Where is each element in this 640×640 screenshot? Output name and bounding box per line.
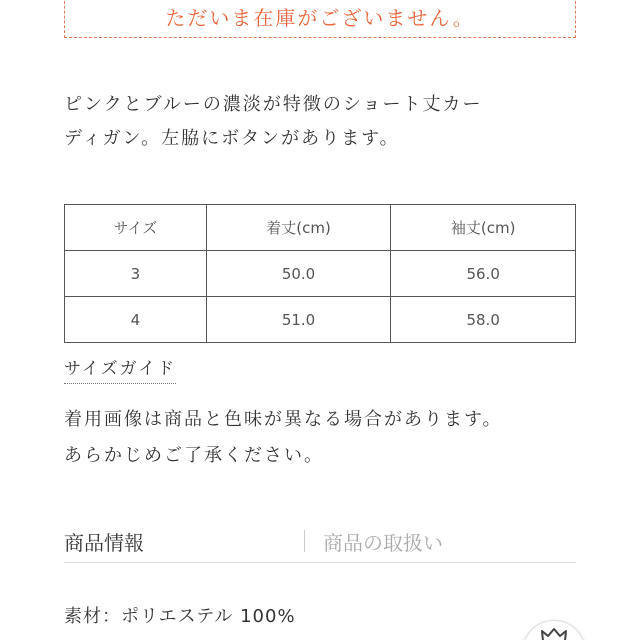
- info-tabs: [64, 524, 576, 558]
- tab-handling[interactable]: 商品の取扱い: [323, 530, 443, 555]
- tab-divider: [304, 530, 305, 552]
- crown-icon: [540, 627, 568, 640]
- cell-sleeve: 58.0: [391, 297, 576, 343]
- tab-product-info[interactable]: 商品情報: [64, 530, 144, 555]
- table-row: [65, 251, 576, 297]
- header-sleeve: 袖丈(cm): [391, 205, 576, 251]
- description-line-1: ピンクとブルーの濃淡が特徴のショート丈カー: [64, 94, 483, 115]
- cell-sleeve: 56.0: [391, 251, 576, 297]
- size-guide-link[interactable]: サイズガイド: [64, 354, 176, 384]
- note-line-2: あらかじめご了承ください。: [64, 445, 324, 466]
- floating-action-button[interactable]: [522, 620, 586, 640]
- size-table-header-row: [65, 205, 576, 251]
- cell-size: 4: [65, 297, 207, 343]
- out-of-stock-banner: [64, 0, 576, 38]
- product-description: [64, 88, 584, 156]
- cell-length: 50.0: [206, 251, 391, 297]
- cell-length: 51.0: [206, 297, 391, 343]
- note-line-1: 着用画像は商品と色味が異なる場合があります。: [64, 409, 503, 430]
- material-text: 素材：ポリエステル 100%: [64, 606, 296, 627]
- cell-size: 3: [65, 251, 207, 297]
- color-note: [64, 402, 584, 474]
- table-row: [65, 297, 576, 343]
- size-table: [64, 204, 576, 343]
- header-size: サイズ: [65, 205, 207, 251]
- header-length: 着丈(cm): [206, 205, 391, 251]
- out-of-stock-text: ただいま在庫がございません。: [165, 6, 475, 30]
- description-line-2: ディガン。左脇にボタンがあります。: [64, 128, 400, 149]
- tabs-underline: [64, 562, 576, 563]
